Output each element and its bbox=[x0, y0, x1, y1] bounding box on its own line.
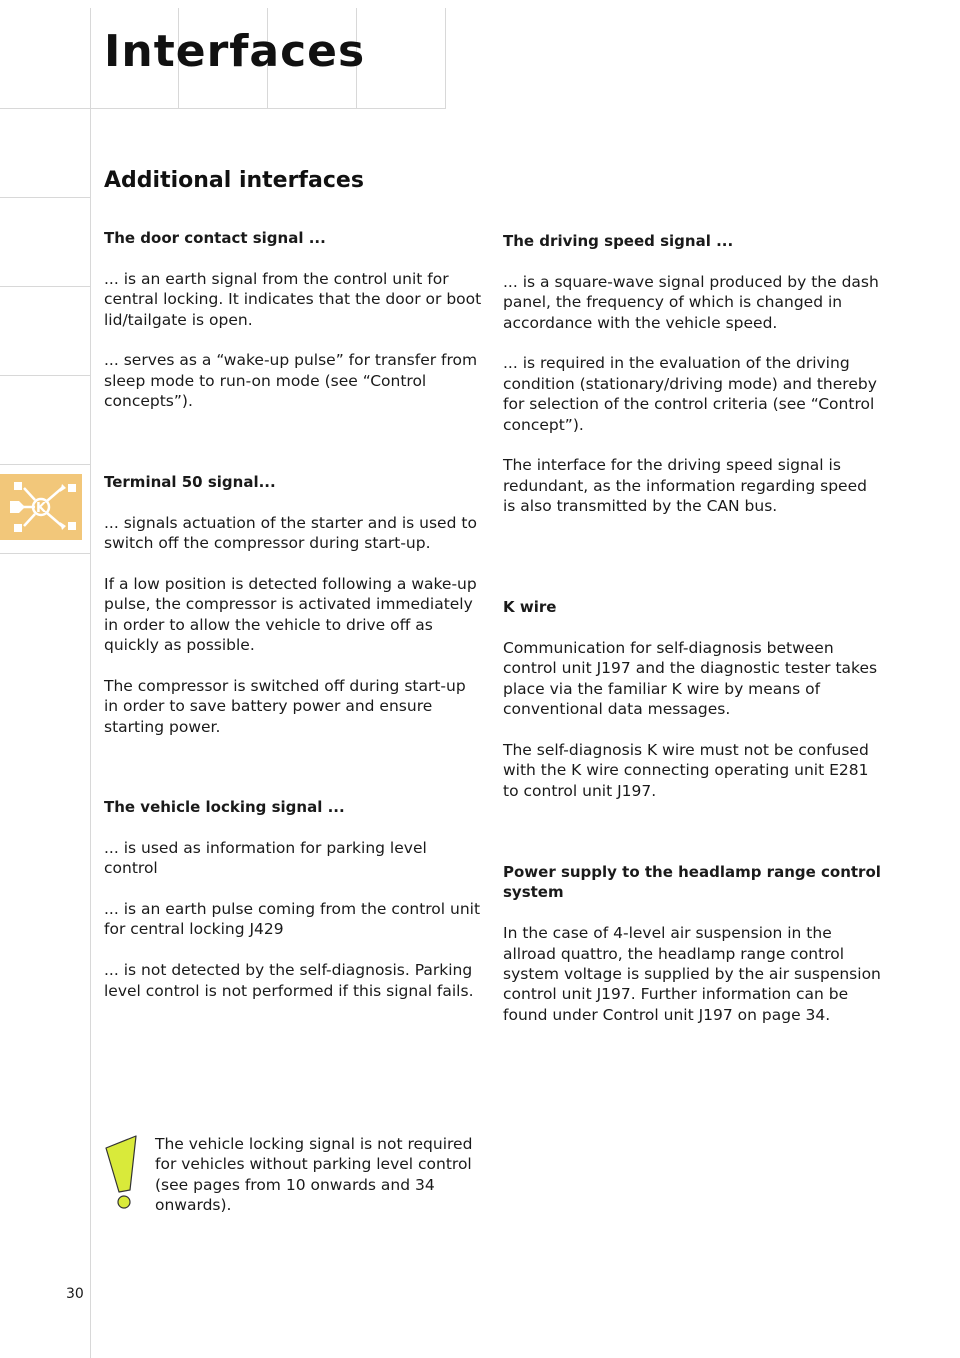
power-supply-text: In the case of 4-level air suspension in the allroad quattro, the headlamp range control system voltage is supplied by the air suspension control unit J197. Further information can be found under Control unit J197 on page 34. bbox=[503, 924, 881, 1024]
interface-k-symbol-icon bbox=[0, 474, 82, 540]
k-wire-heading: K wire bbox=[503, 598, 557, 616]
sidebar-tab-line bbox=[0, 553, 90, 554]
k-wire-text: Communication for self-diagnosis between control unit J197 and the diagnostic tester takes place via the familiar K wire by means of conventional data messages. bbox=[503, 638, 878, 719]
page-title: Interfaces bbox=[104, 26, 366, 77]
vehicle-locking-text: ... is an earth pulse coming from the control unit for central locking J429 bbox=[104, 900, 481, 939]
sidebar-tab-line bbox=[0, 375, 90, 376]
sidebar-divider bbox=[90, 8, 91, 1358]
right-column bbox=[503, 862, 883, 1046]
power-supply-heading: Power supply to the headlamp range control system bbox=[503, 863, 881, 902]
vehicle-locking-text: ... is used as information for parking level control bbox=[104, 838, 427, 878]
page-number: 30 bbox=[66, 1286, 84, 1302]
right-column bbox=[503, 597, 883, 821]
door-contact-text: ... is an earth signal from the control unit for central locking. It indicates that the door or boot lid/tailgate is open. bbox=[104, 269, 482, 329]
section-title: Additional interfaces bbox=[104, 168, 364, 193]
vehicle-locking-heading: The vehicle locking signal ... bbox=[104, 798, 345, 816]
sidebar-tab-line bbox=[0, 286, 90, 287]
door-contact-text: ... serves as a “wake-up pulse” for transfer from sleep mode to run-on mode (see “Control concepts”). bbox=[104, 351, 478, 411]
driving-speed-text: ... is a square-wave signal produced by the dash panel, the frequency of which is changed in accordance with the vehicle speed. bbox=[503, 272, 879, 332]
terminal50-text: ... signals actuation of the starter and is used to switch off the compressor during start-up. bbox=[104, 513, 477, 553]
note-text: The vehicle locking signal is not required for vehicles without parking level control (see pages from 10 onwards and 34 onwards). bbox=[155, 1135, 473, 1215]
terminal50-text: The compressor is switched off during start-up in order to save battery power and ensure starting power. bbox=[104, 677, 466, 736]
sidebar-tab-line bbox=[0, 464, 90, 465]
left-column bbox=[104, 228, 484, 432]
exclamation-warning-icon bbox=[104, 1134, 144, 1214]
vehicle-locking-text: ... is not detected by the self-diagnosis. Parking level control is not performed if this signal fails. bbox=[104, 961, 474, 1000]
driving-speed-text: The interface for the driving speed signal is redundant, as the information regarding speed is also transmitted by the CAN bus. bbox=[503, 456, 867, 516]
left-column bbox=[104, 472, 484, 758]
header-divider bbox=[0, 108, 446, 109]
k-wire-text: The self-diagnosis K wire must not be confused with the K wire connecting operating unit E281 to control unit J197. bbox=[503, 740, 869, 800]
right-column bbox=[503, 231, 883, 537]
terminal50-heading: Terminal 50 signal... bbox=[104, 473, 276, 491]
driving-speed-heading: The driving speed signal ... bbox=[503, 232, 734, 250]
door-contact-heading: The door contact signal ... bbox=[104, 229, 326, 247]
left-column bbox=[104, 797, 484, 1021]
chapter-symbol bbox=[0, 474, 82, 540]
svg-text:K: K bbox=[35, 501, 47, 516]
driving-speed-text: ... is required in the evaluation of the driving condition (stationary/driving mode) and thereby for selection of the control criteria (see “Control concept”). bbox=[503, 354, 877, 434]
terminal50-text: If a low position is detected following a wake-up pulse, the compressor is activated immediately in order to allow the vehicle to drive off as quickly as possible. bbox=[104, 575, 477, 655]
sidebar-tab-line bbox=[0, 197, 90, 198]
header-grid-line bbox=[445, 8, 446, 108]
